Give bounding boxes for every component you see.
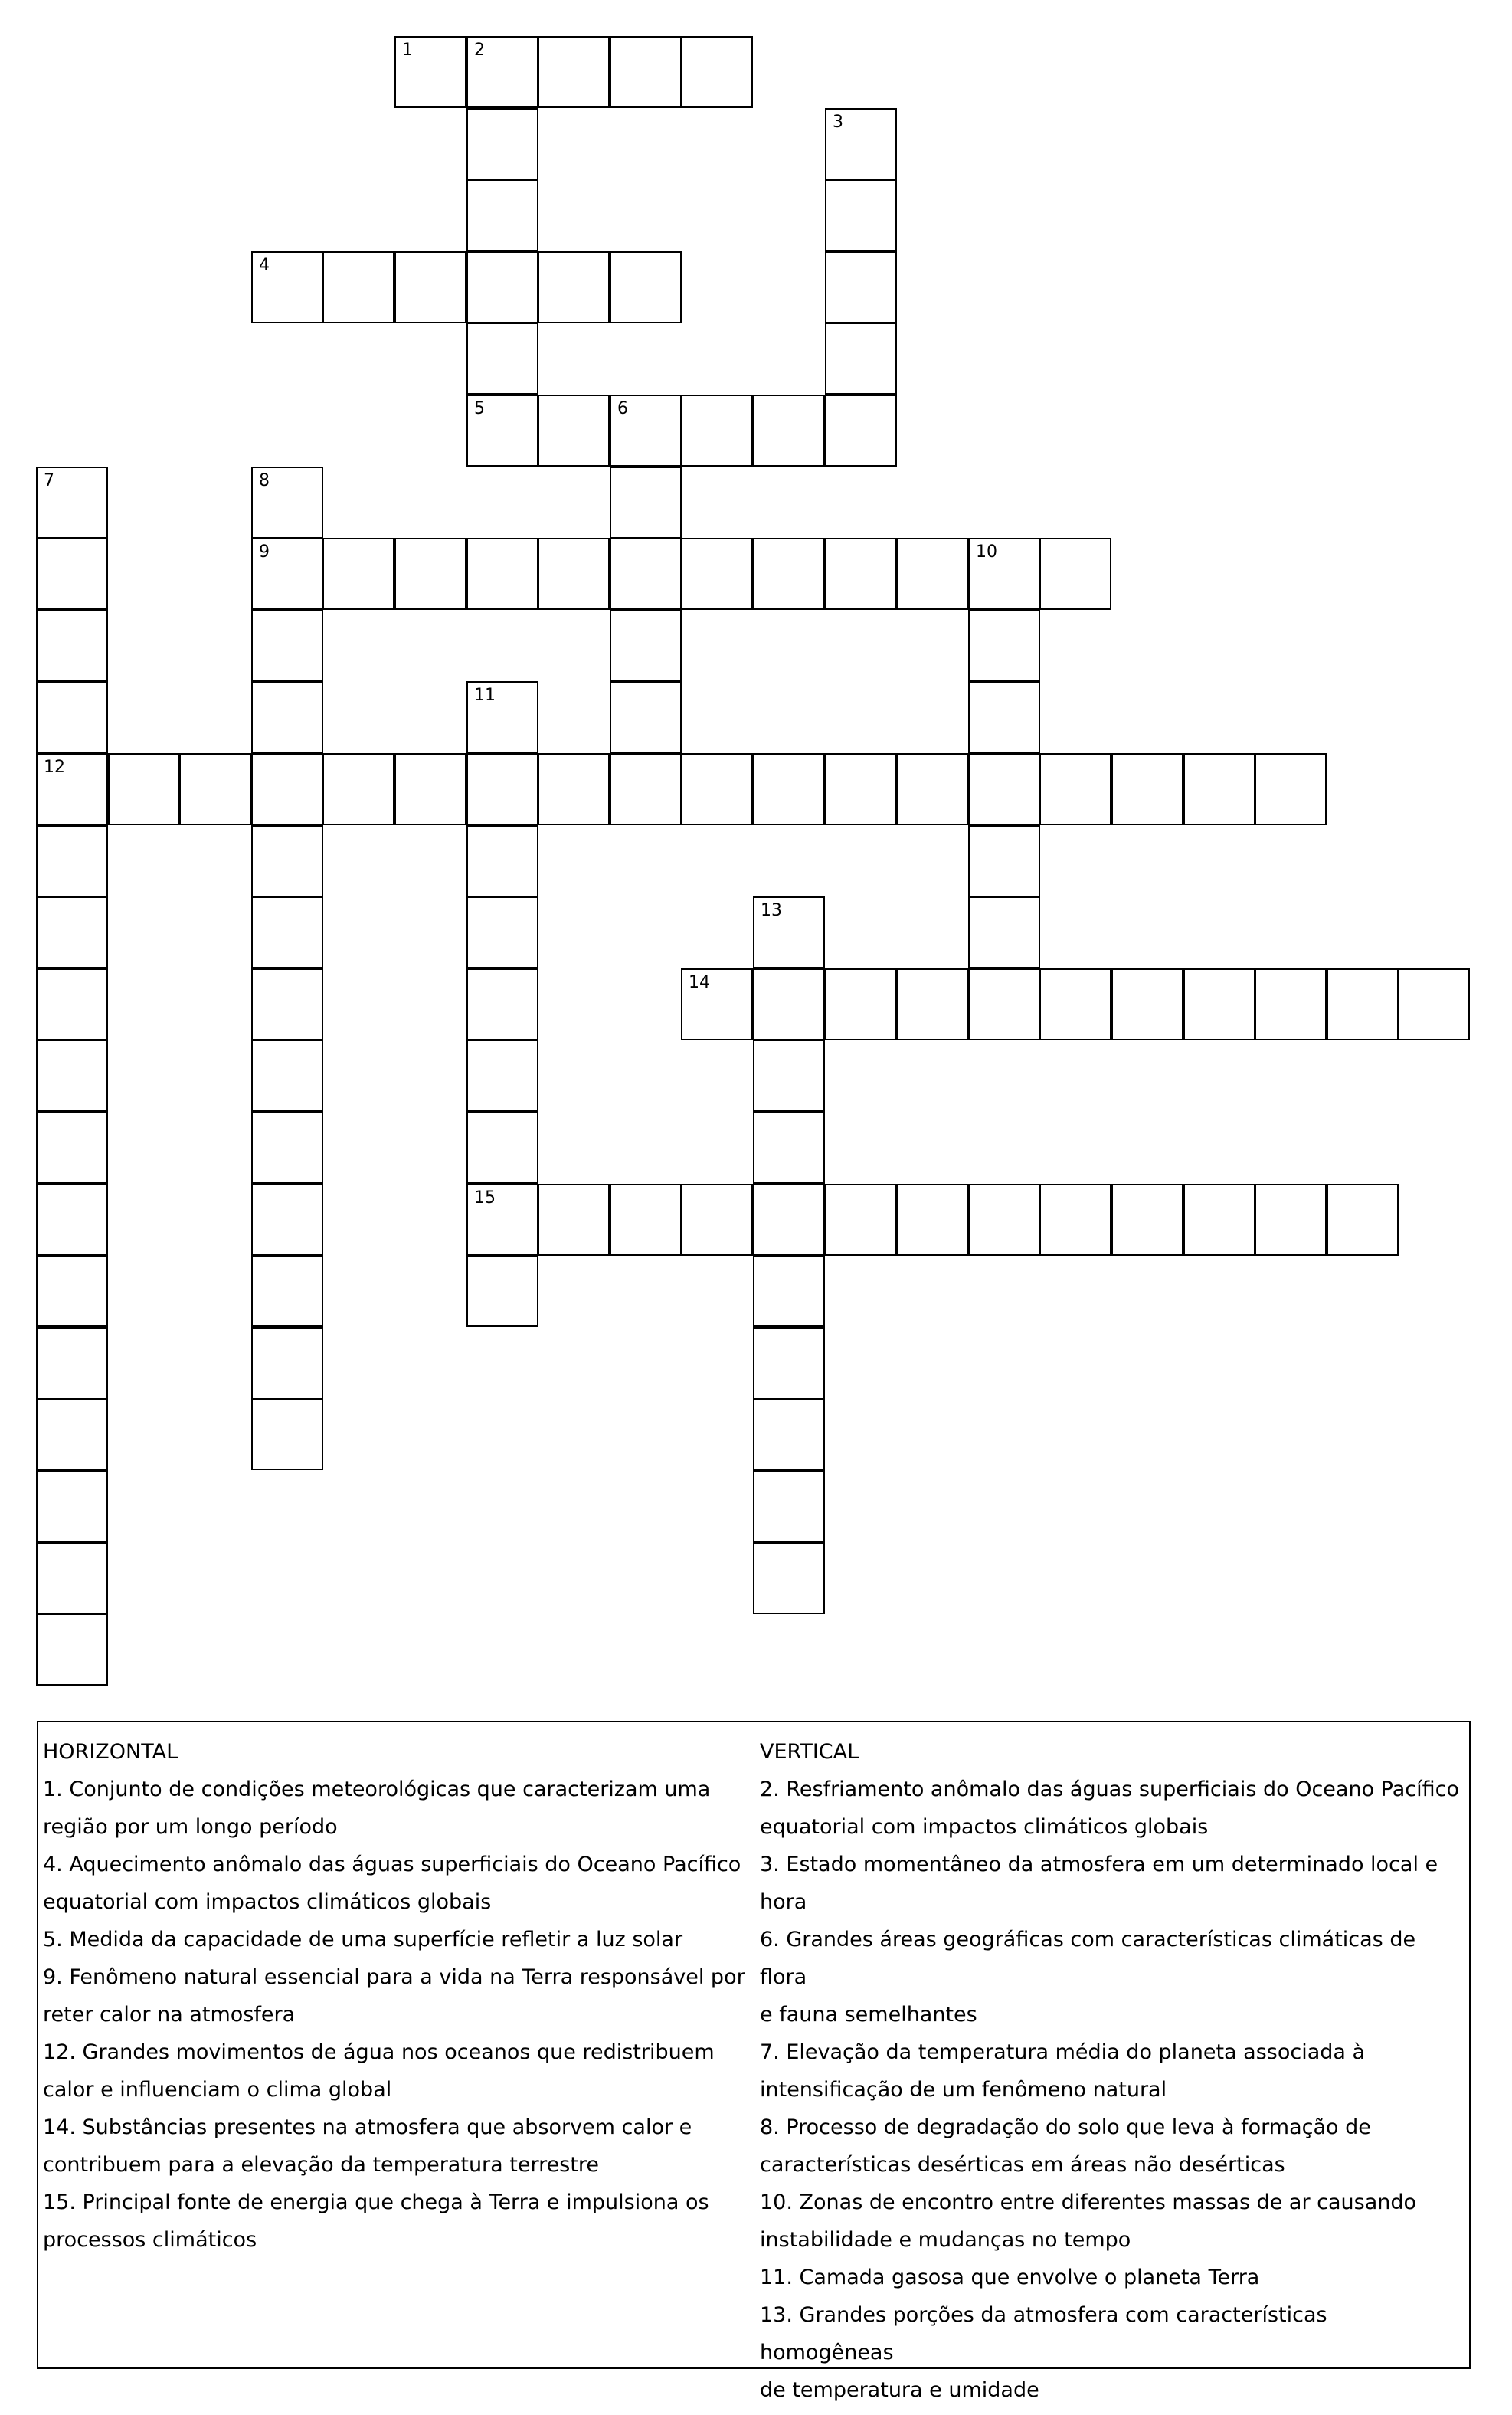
grid-cell[interactable] <box>1111 753 1183 825</box>
grid-cell[interactable] <box>251 610 323 682</box>
grid-cell[interactable] <box>394 36 466 108</box>
grid-cell[interactable] <box>1039 968 1111 1040</box>
grid-cell[interactable] <box>538 395 610 467</box>
grid-cell[interactable] <box>1039 1184 1111 1256</box>
grid-cell[interactable] <box>610 538 682 610</box>
clue-line: 2. Resfriamento anômalo das águas superficiais do Oceano Pacífico <box>760 1778 1460 1801</box>
vertical-clues <box>760 1733 1465 2409</box>
grid-cell[interactable] <box>466 1255 538 1327</box>
grid-cell[interactable] <box>466 1112 538 1184</box>
grid-cell[interactable] <box>251 538 323 610</box>
clue-number: 4 <box>259 256 270 275</box>
grid-cell[interactable] <box>36 825 108 897</box>
grid-cell[interactable] <box>896 1184 968 1256</box>
grid-cell[interactable] <box>896 968 968 1040</box>
grid-cell[interactable] <box>251 1327 323 1399</box>
clue-number: 5 <box>474 399 485 418</box>
grid-cell[interactable] <box>466 825 538 897</box>
grid-cell[interactable] <box>538 753 610 825</box>
grid-cell[interactable] <box>610 251 682 323</box>
clue-line: equatorial com impactos climáticos globais <box>760 1815 1209 1839</box>
grid-cell[interactable] <box>753 1398 825 1470</box>
clue-number: 14 <box>689 973 710 992</box>
grid-cell[interactable] <box>1255 1184 1327 1256</box>
grid-cell[interactable] <box>36 467 108 539</box>
grid-cell[interactable] <box>681 395 753 467</box>
grid-cell[interactable] <box>1183 753 1255 825</box>
clue-line: 10. Zonas de encontro entre diferentes massas de ar causando <box>760 2191 1417 2214</box>
grid-cell[interactable] <box>36 1398 108 1470</box>
horizontal-heading: HORIZONTAL <box>43 1740 178 1764</box>
grid-cell[interactable] <box>1327 968 1399 1040</box>
grid-cell[interactable] <box>36 610 108 682</box>
grid-cell[interactable] <box>466 968 538 1040</box>
grid-cell[interactable] <box>825 1184 897 1256</box>
grid-cell[interactable] <box>968 1184 1040 1256</box>
grid-cell[interactable] <box>538 36 610 108</box>
grid-cell[interactable] <box>753 1542 825 1614</box>
clue-line: e fauna semelhantes <box>760 2003 977 2027</box>
grid-cell[interactable] <box>610 1184 682 1256</box>
grid-cell[interactable] <box>753 1255 825 1327</box>
grid-cell[interactable] <box>251 681 323 753</box>
grid-cell[interactable] <box>753 1112 825 1184</box>
grid-cell[interactable] <box>968 896 1040 968</box>
grid-cell[interactable] <box>753 1470 825 1542</box>
grid-cell[interactable] <box>610 681 682 753</box>
clue-number: 13 <box>761 901 782 920</box>
grid-cell[interactable] <box>36 1040 108 1112</box>
grid-cell[interactable] <box>1255 753 1327 825</box>
grid-cell[interactable] <box>825 753 897 825</box>
clue-line: 6. Grandes áreas geográficas com características climáticas de flora <box>760 1928 1416 1989</box>
clue-line: 1. Conjunto de condições meteorológicas que caracterizam uma <box>43 1778 711 1801</box>
grid-cell[interactable] <box>466 251 538 323</box>
grid-cell[interactable] <box>251 251 323 323</box>
grid-cell[interactable] <box>394 251 466 323</box>
clue-number: 2 <box>474 41 485 60</box>
grid-cell[interactable] <box>251 896 323 968</box>
grid-cell[interactable] <box>753 753 825 825</box>
clue-line: processos climáticos <box>43 2228 257 2252</box>
grid-cell[interactable] <box>538 251 610 323</box>
grid-cell[interactable] <box>968 968 1040 1040</box>
horizontal-clues <box>43 1733 748 2259</box>
grid-cell[interactable] <box>968 753 1040 825</box>
grid-cell[interactable] <box>108 753 180 825</box>
clue-number: 15 <box>474 1188 496 1208</box>
clue-line: 14. Substâncias presentes na atmosfera que absorvem calor e <box>43 2115 692 2139</box>
clue-line: 3. Estado momentâneo da atmosfera em um determinado local e <box>760 1853 1438 1876</box>
grid-cell[interactable] <box>681 753 753 825</box>
grid-cell[interactable] <box>610 753 682 825</box>
grid-cell[interactable] <box>825 179 897 251</box>
grid-cell[interactable] <box>36 1184 108 1256</box>
grid-cell[interactable] <box>36 968 108 1040</box>
grid-cell[interactable] <box>753 1040 825 1112</box>
grid-cell[interactable] <box>251 1184 323 1256</box>
grid-cell[interactable] <box>610 467 682 539</box>
grid-cell[interactable] <box>322 753 394 825</box>
grid-cell[interactable] <box>825 108 897 180</box>
grid-cell[interactable] <box>466 1184 538 1256</box>
grid-cell[interactable] <box>825 968 897 1040</box>
clue-line: reter calor na atmosfera <box>43 2003 296 2027</box>
grid-cell[interactable] <box>753 538 825 610</box>
grid-cell[interactable] <box>1327 1184 1399 1256</box>
grid-cell[interactable] <box>251 1398 323 1470</box>
grid-cell[interactable] <box>538 538 610 610</box>
grid-cell[interactable] <box>681 538 753 610</box>
grid-cell[interactable] <box>968 538 1040 610</box>
clue-line: calor e influenciam o clima global <box>43 2078 392 2102</box>
clue-number: 1 <box>402 41 413 60</box>
grid-cell[interactable] <box>681 1184 753 1256</box>
grid-cell[interactable] <box>36 538 108 610</box>
grid-cell[interactable] <box>753 968 825 1040</box>
grid-cell[interactable] <box>1255 968 1327 1040</box>
grid-cell[interactable] <box>36 1470 108 1542</box>
grid-cell[interactable] <box>251 467 323 539</box>
grid-cell[interactable] <box>1039 538 1111 610</box>
clue-line: 7. Elevação da temperatura média do planeta associada à <box>760 2040 1366 2064</box>
clue-number: 10 <box>976 542 997 562</box>
clue-line: de temperatura e umidade <box>760 2378 1039 2402</box>
grid-cell[interactable] <box>610 610 682 682</box>
clue-line: 4. Aquecimento anômalo das águas superficiais do Oceano Pacífico <box>43 1853 741 1876</box>
grid-cell[interactable] <box>251 968 323 1040</box>
clue-line: contribuem para a elevação da temperatura terrestre <box>43 2153 599 2177</box>
grid-cell[interactable] <box>466 36 538 108</box>
grid-cell[interactable] <box>466 179 538 251</box>
grid-cell[interactable] <box>753 1184 825 1256</box>
clue-line: região por um longo período <box>43 1815 338 1839</box>
clue-number: 9 <box>259 542 270 562</box>
grid-cell[interactable] <box>36 1327 108 1399</box>
clue-line: 13. Grandes porções da atmosfera com características homogêneas <box>760 2303 1327 2364</box>
clue-line: intensificação de um fenômeno natural <box>760 2078 1167 2102</box>
grid-cell[interactable] <box>466 896 538 968</box>
grid-cell[interactable] <box>1111 968 1183 1040</box>
grid-cell[interactable] <box>968 610 1040 682</box>
grid-cell[interactable] <box>825 395 897 467</box>
grid-cell[interactable] <box>36 1542 108 1614</box>
grid-cell[interactable] <box>322 251 394 323</box>
grid-cell[interactable] <box>1183 968 1255 1040</box>
clue-line: instabilidade e mudanças no tempo <box>760 2228 1131 2252</box>
grid-cell[interactable] <box>825 323 897 395</box>
grid-cell[interactable] <box>1111 1184 1183 1256</box>
clue-number: 3 <box>833 113 843 132</box>
grid-cell[interactable] <box>466 1040 538 1112</box>
grid-cell[interactable] <box>251 753 323 825</box>
vertical-heading: VERTICAL <box>760 1740 859 1764</box>
grid-cell[interactable] <box>1183 1184 1255 1256</box>
clue-line: características desérticas em áreas não desérticas <box>760 2153 1285 2177</box>
grid-cell[interactable] <box>466 681 538 753</box>
grid-cell[interactable] <box>36 896 108 968</box>
clue-line: 11. Camada gasosa que envolve o planeta Terra <box>760 2266 1260 2289</box>
clue-line: 15. Principal fonte de energia que chega à Terra e impulsiona os <box>43 2191 709 2214</box>
grid-cell[interactable] <box>610 36 682 108</box>
clue-line: 9. Fenômeno natural essencial para a vida na Terra responsável por <box>43 1965 745 1989</box>
grid-cell[interactable] <box>36 1614 108 1686</box>
grid-cell[interactable] <box>538 1184 610 1256</box>
grid-cell[interactable] <box>36 1255 108 1327</box>
grid-cell[interactable] <box>753 896 825 968</box>
grid-cell[interactable] <box>36 681 108 753</box>
clue-line: 12. Grandes movimentos de água nos oceanos que redistribuem <box>43 2040 715 2064</box>
grid-cell[interactable] <box>466 323 538 395</box>
grid-cell[interactable] <box>322 538 394 610</box>
grid-cell[interactable] <box>36 1112 108 1184</box>
grid-cell[interactable] <box>610 395 682 467</box>
grid-cell[interactable] <box>394 753 466 825</box>
grid-cell[interactable] <box>179 753 251 825</box>
grid-cell[interactable] <box>896 753 968 825</box>
grid-cell[interactable] <box>394 538 466 610</box>
grid-cell[interactable] <box>251 825 323 897</box>
grid-cell[interactable] <box>466 108 538 180</box>
grid-cell[interactable] <box>753 1327 825 1399</box>
grid-cell[interactable] <box>968 681 1040 753</box>
grid-cell[interactable] <box>1039 753 1111 825</box>
clues-box <box>37 1721 1471 2402</box>
grid-cell[interactable] <box>968 825 1040 897</box>
grid-cell[interactable] <box>251 1255 323 1327</box>
grid-cell[interactable] <box>1398 968 1470 1040</box>
grid-cell[interactable] <box>681 968 753 1040</box>
clue-number: 8 <box>259 471 270 490</box>
clue-line: 5. Medida da capacidade de uma superfície refletir a luz solar <box>43 1928 683 1951</box>
clue-number: 11 <box>474 686 496 705</box>
clue-number: 12 <box>44 758 65 777</box>
clue-line: 8. Processo de degradação do solo que leva à formação de <box>760 2115 1371 2139</box>
grid-cell[interactable] <box>466 395 538 467</box>
grid-cell[interactable] <box>753 395 825 467</box>
grid-cell[interactable] <box>466 538 538 610</box>
grid-cell[interactable] <box>466 753 538 825</box>
grid-cell[interactable] <box>681 36 753 108</box>
grid-cell[interactable] <box>251 1112 323 1184</box>
clue-number: 7 <box>44 471 54 490</box>
grid-cell[interactable] <box>825 251 897 323</box>
grid-cell[interactable] <box>36 753 108 825</box>
clue-line: hora <box>760 1890 807 1914</box>
clue-number: 6 <box>617 399 628 418</box>
grid-cell[interactable] <box>825 538 897 610</box>
grid-cell[interactable] <box>251 1040 323 1112</box>
clue-line: equatorial com impactos climáticos globais <box>43 1890 492 1914</box>
grid-cell[interactable] <box>896 538 968 610</box>
